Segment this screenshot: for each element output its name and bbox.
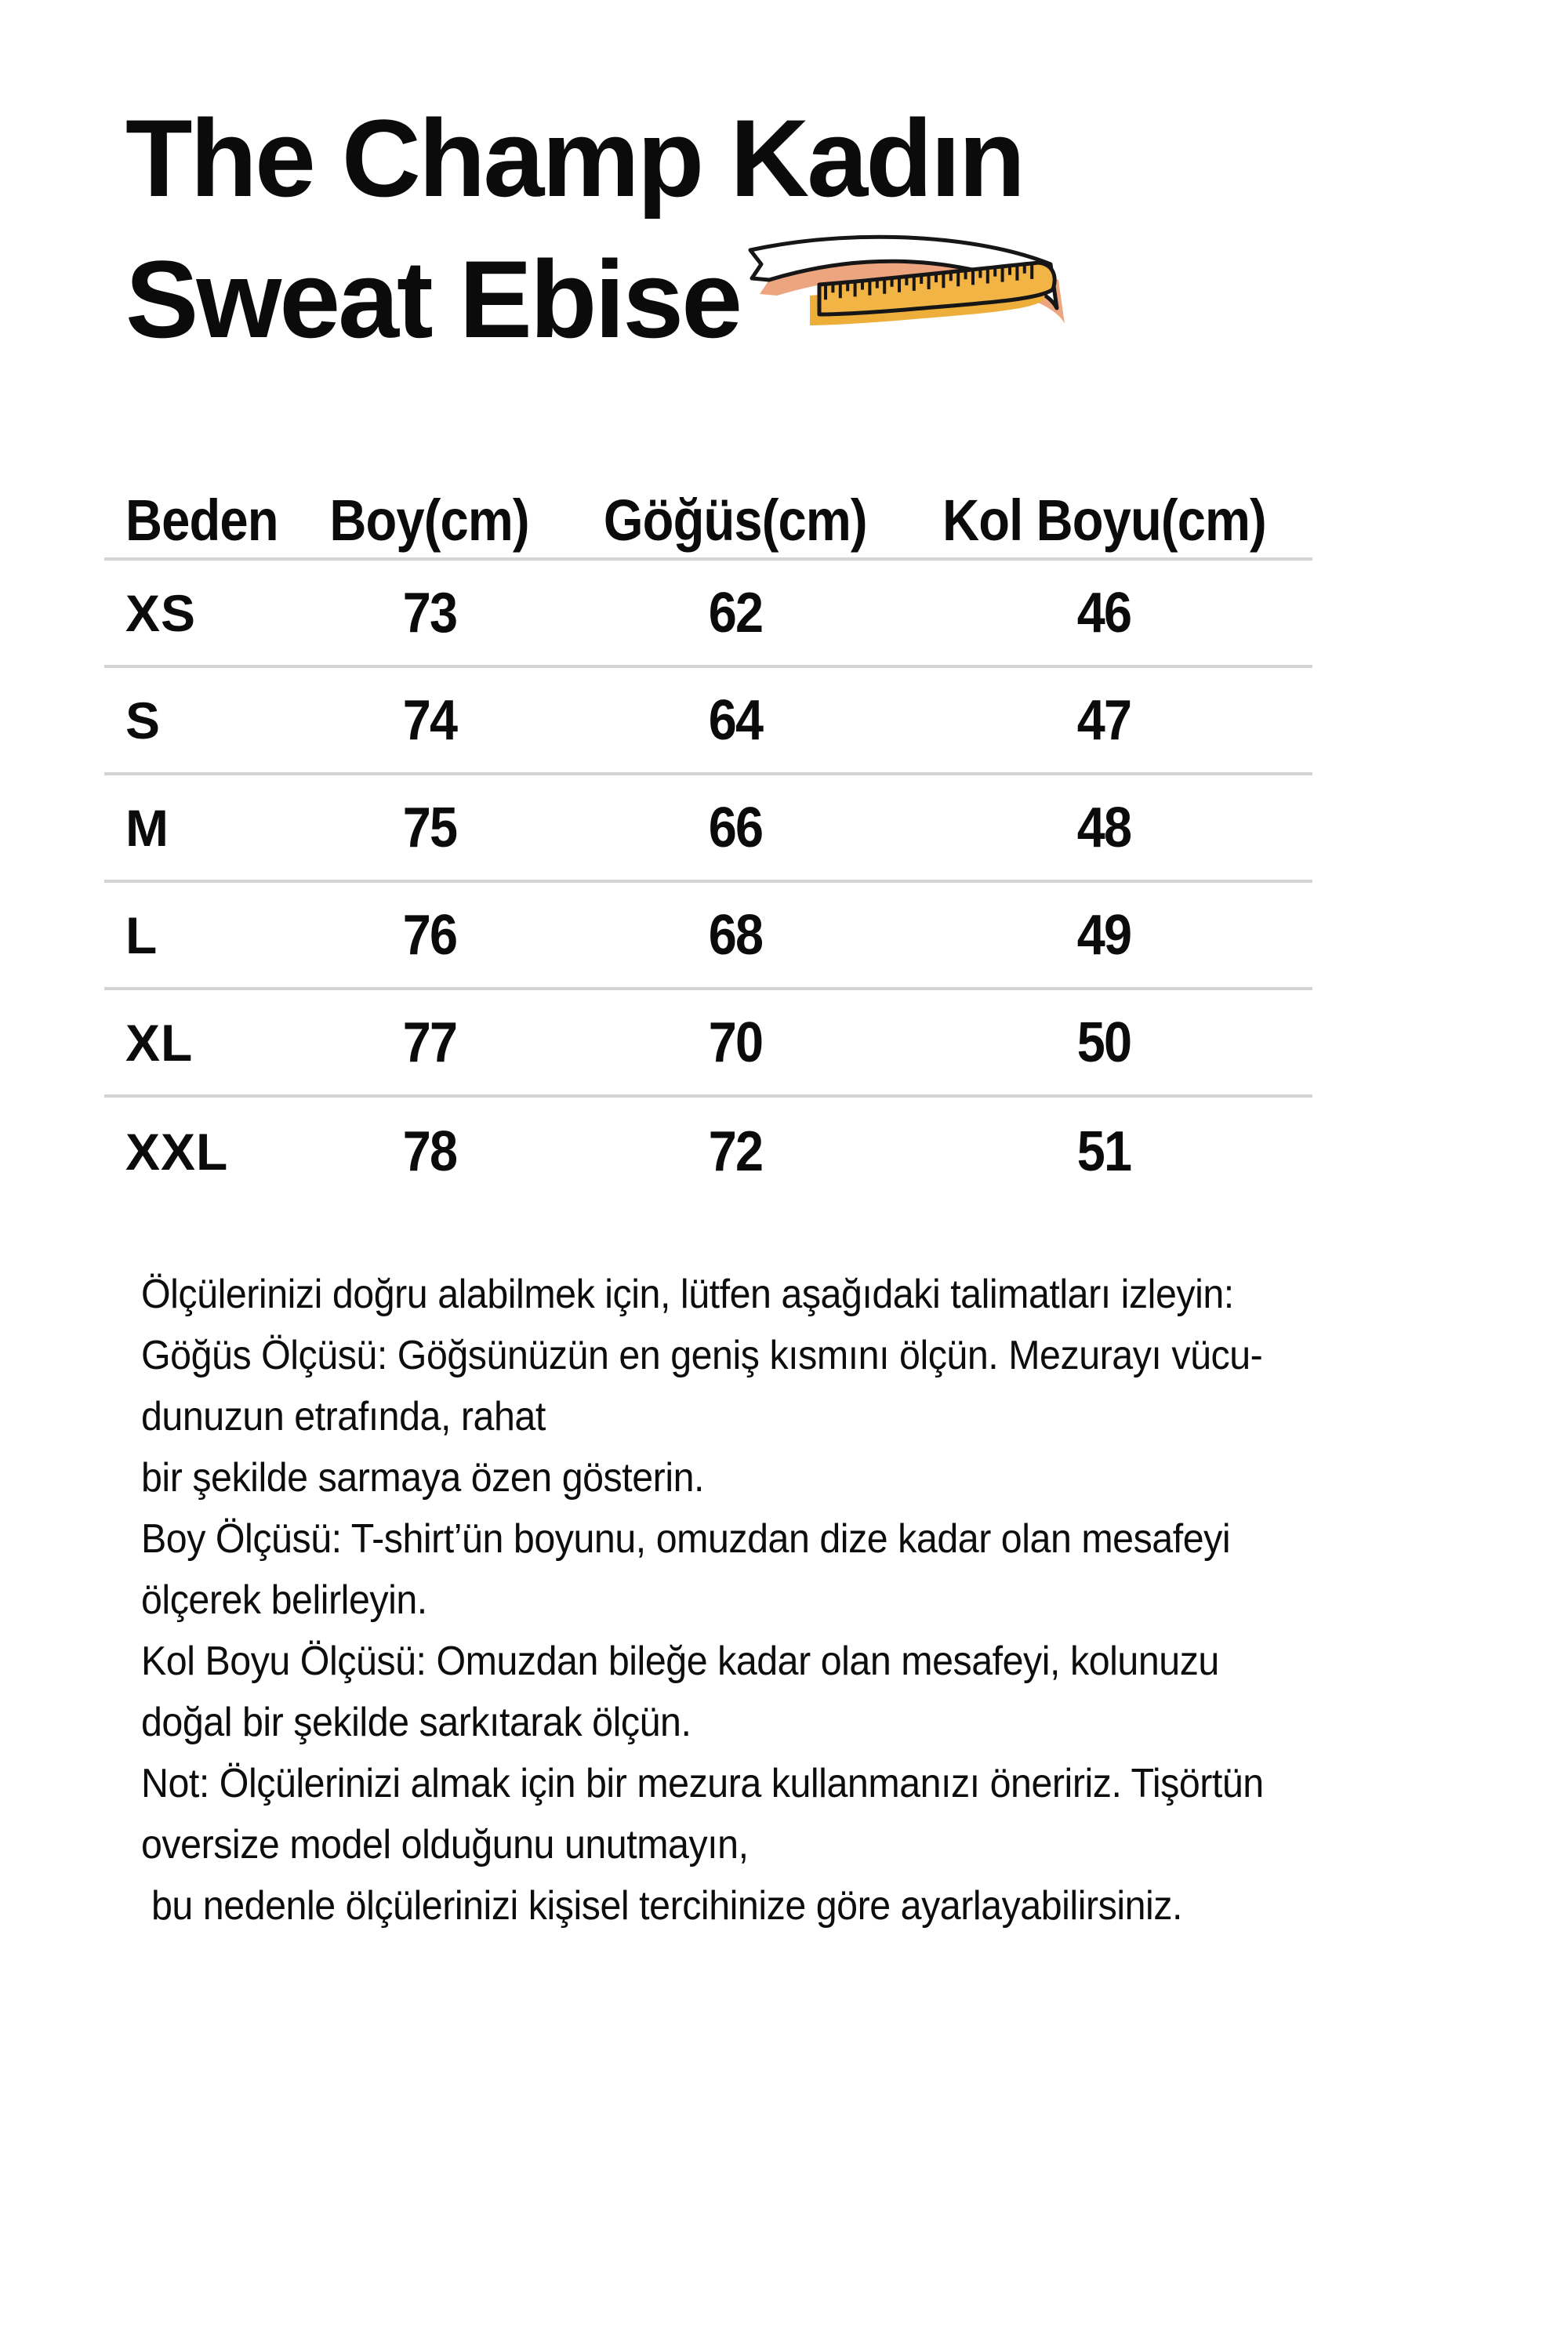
table-row-m [104,775,1312,883]
kol-cell: 49 [1077,903,1131,967]
header-cell-kol-boyu: Kol Boyu(cm) [942,488,1266,553]
instruction-line: bir şekilde sarmaya özen gösterin. [141,1455,705,1501]
header-cell-beden: Beden [125,488,278,553]
gogus-cell: 66 [708,796,763,859]
instruction-line: bu nedenle ölçülerinizi kişisel tercihinize göre ayarlayabilirsiniz. [141,1883,1183,1929]
table-row-l [104,883,1312,990]
measurement-instructions [141,1264,1264,1936]
size-cell: S [125,691,162,750]
table-row-xxl [104,1098,1312,1205]
gogus-cell: 64 [708,688,763,752]
kol-cell: 50 [1077,1011,1131,1074]
gogus-cell: 72 [708,1120,763,1183]
boy-cell: 75 [402,796,457,859]
boy-cell: 74 [402,688,457,752]
instruction-line: ölçerek belirleyin. [141,1577,427,1623]
boy-cell: 77 [402,1011,457,1074]
instruction-line: doğal bir şekilde sarkıtarak ölçün. [141,1700,691,1745]
gogus-cell: 70 [708,1011,763,1074]
table-row-xs [104,561,1312,668]
kol-cell: 46 [1077,581,1131,644]
instruction-line: Kol Boyu Ölçüsü: Omuzdan bileğe kadar olan mesafeyi, kolunuzu [141,1639,1219,1684]
instruction-line: Not: Ölçülerinizi almak için bir mezura kullanmanızı öneririz. Tişörtün [141,1761,1264,1806]
boy-cell: 78 [402,1120,457,1183]
instruction-line: Ölçülerinizi doğru alabilmek için, lütfen aşağıdaki talimatları izleyin: [141,1272,1234,1317]
header-cell-boy: Boy(cm) [329,488,530,553]
header-cell-gogus: Göğüs(cm) [604,488,867,553]
size-cell: XL [125,1013,194,1072]
size-cell: XS [125,583,197,642]
size-table [104,470,1312,1205]
kol-cell: 51 [1077,1120,1131,1183]
size-cell: L [125,906,158,964]
title-line-1: The Champ Kadın [125,96,1024,220]
title-line-2: Sweat Ebise [125,238,741,361]
size-cell: XXL [125,1122,229,1181]
boy-cell: 76 [402,903,457,967]
table-row-s [104,668,1312,775]
instruction-line: dunuzun etrafında, rahat [141,1394,546,1439]
table-row-xl [104,990,1312,1098]
kol-cell: 47 [1077,688,1131,752]
measuring-tape-icon [741,223,1109,372]
instruction-line: Boy Ölçüsü: T-shirt’ün boyunu, omuzdan dize kadar olan mesafeyi [141,1516,1231,1562]
gogus-cell: 68 [708,903,763,967]
kol-cell: 48 [1077,796,1131,859]
gogus-cell: 62 [708,581,763,644]
boy-cell: 73 [402,581,457,644]
instruction-line: Göğüs Ölçüsü: Göğsünüzün en geniş kısmını ölçün. Mezurayı vücu- [141,1333,1263,1378]
table-header-row [104,470,1312,561]
instruction-line: oversize model olduğunu unutmayın, [141,1822,749,1867]
size-cell: M [125,798,169,857]
